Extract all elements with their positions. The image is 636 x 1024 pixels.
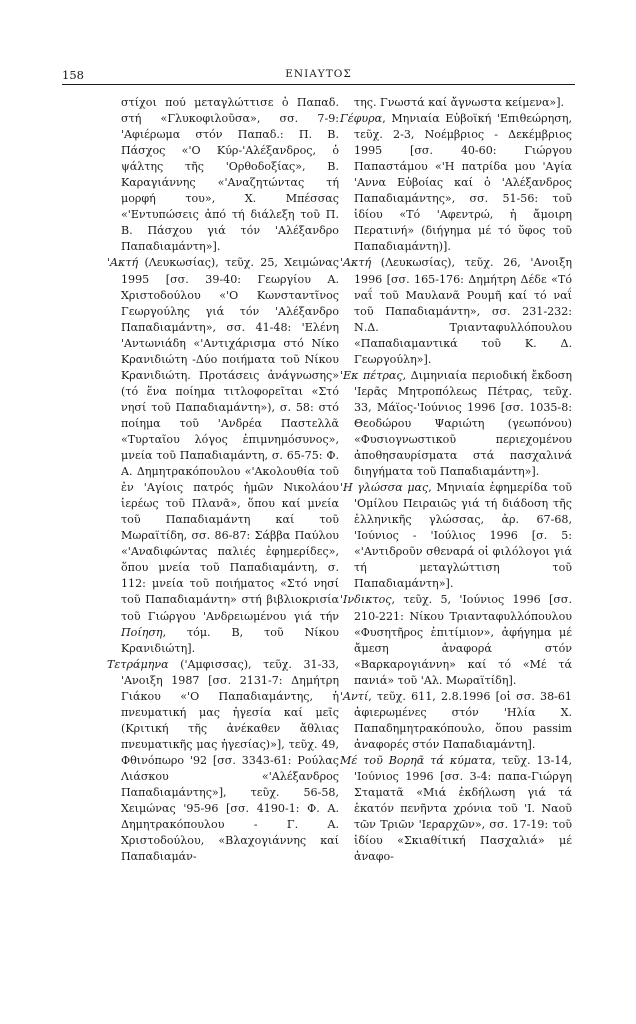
left-column bbox=[107, 95, 339, 865]
periodical-title: Μέ τοῦ Βορηᾶ τά κύματα bbox=[340, 753, 493, 767]
bibliography-entry: 'Αντί, τεῦχ. 611, 2.8.1996 [οἱ σσ. 38-61 ἀφιερωμένες στόν 'Ηλία Χ. Παπαδημητρακόπουλο, ὅπου passim ἀναφορές στόν Παπαδιαμάντη]. bbox=[340, 689, 572, 751]
periodical-title: Τετράμηνα bbox=[107, 657, 169, 671]
periodical-title: 'Ακτή bbox=[107, 256, 139, 270]
right-column bbox=[340, 95, 572, 865]
bibliography-entry: Τετράμηνα ('Αμφισσας), τεῦχ. 31-33, 'Ανοιξη 1987 [σσ. 2131-7: Δημήτρη Γιάκου «'Ο Παπαδιαμάντης, ἡ πνευματική μας ἡγεσία καί μεῖς (Κριτική τῆς ἀνέκαθεν ἄθλιας πνευματικῆς μας ἡγεσίας)»], τεῦχ. 49, Φθινόπωρο '92 [σσ. 3343-61: Ρούλας Λιάσκου «'Αλέξανδρος Παπαδιαμάντης»], τεῦχ. 56-58, Χειμώνας '95-96 [σσ. 4190-1: Φ. Α. Δημητρακόπουλου - Γ. Α. Χριστοδούλου, «Βλαχογιάννης καί Παπαδιαμάν- bbox=[107, 657, 339, 864]
bibliography-entry: 'Ινδικτος, τεῦχ. 5, 'Ιούνιος 1996 [σσ. 210-221: Νίκου Τριανταφυλλόπουλου «Φυσητῆρος ἐπιτίμιον», ἀφήγημα μέ ἄμεση ἀναφορά στόν «Βαρκαρογιάννη» καί τό «Μέ τά πανιά» τοῦ 'Αλ. Μωραϊτίδη]. bbox=[340, 593, 572, 687]
bibliography-entry: Γέφυρα, Μηνιαία Εὐβοϊκή 'Επιθεώρηση, τεῦχ. 2-3, Νοέμβριος - Δεκέμβριος 1995 [σσ. 40-60: Γιώργου Παπαστάμου «'Η πατρίδα μου 'Αγία 'Αννα Εὐβοίας καί ὁ 'Αλέξανδρος Παπαδιαμάντης», σσ. 51-56: τοῦ ἰδίου «Τό 'Αφεντρώ, ἡ ἄμοιρη Περατινή» (διήγημα μέ τό ὕφος τοῦ Παπαδιαμάντη)]. bbox=[340, 112, 572, 254]
bibliography-entry: 'Η γλώσσα μας, Μηνιαία ἐφημερίδα τοῦ 'Ομίλου Πειραιῶς γιά τή διάδοση τῆς ἑλληνικῆς γλώσσας, ἀρ. 67-68, 'Ιούνιος - 'Ιούλιος 1996 [σ. 5: «'Αντιδροῦν σθεναρά οἱ φιλόλογοι γιά τή μεταγλώττιση τοῦ Παπαδιαμάντη»]. bbox=[340, 481, 572, 591]
periodical-title: 'Η γλώσσα μας bbox=[340, 481, 429, 495]
periodical-title: 'Ινδικτος bbox=[340, 593, 392, 607]
page-header bbox=[62, 68, 575, 85]
bibliography-entry: 'Ακτή (Λευκωσίας), τεῦχ. 26, 'Ανοιξη 1996 [σσ. 165-176: Δημήτρη Δέδε «Τό ναΐ τοῦ Μαυλανᾶ Ρουμῆ καί τό ναΐ τοῦ Παπαδιαμάντη», σσ. 231-232: Ν.Δ. Τριανταφυλλόπουλου «Παπαδιαμαντικά τοῦ Κ. Δ. Γεωργούλη»]. bbox=[340, 256, 572, 366]
periodical-title: 'Αντί bbox=[340, 689, 369, 703]
book-title: Ποίηση bbox=[121, 625, 163, 639]
bibliography-entry: της. Γνωστά καί ἄγνωστα κείμενα»]. bbox=[354, 96, 565, 109]
bibliography-entry: στίχοι πού μεταγλώττισε ὁ Παπαδ. στή «Γλυκοφιλοῦσα», σσ. 7-9: 'Αφιέρωμα στόν Παπαδ.: Π. Β. Πάσχος «'Ο Κύρ-'Αλέξανδρος, ὁ ψάλτης τῆς 'Ορθοδοξίας», Β. Καραγιάννης «'Αναζητώντας τή μορφή του», Χ. Μπέσσας «'Εντυπώσεις ἀπό τή διάλεξη τοῦ Π. Β. Πάσχου γιά τόν 'Αλέξανδρο Παπαδιαμάντη»]. bbox=[121, 96, 339, 254]
periodical-title: Γέφυρα bbox=[340, 112, 383, 126]
periodical-title: 'Εκ πέτρας bbox=[340, 368, 403, 382]
bibliography-entry: Μέ τοῦ Βορηᾶ τά κύματα, τεῦχ. 13-14, 'Ιούνιος 1996 [σσ. 3-4: παπα-Γιώργη Σταματᾶ «Μιά ἐκδήλωση γιά τά ἑκατόν πενῆντα χρόνια τοῦ 'Ι. Ναοῦ τῶν Τριῶν 'Ιεραρχῶν», σσ. 17-19: τοῦ ἰδίου «Σκιαθίτική Πασχαλιά» μέ ἀναφο- bbox=[340, 753, 572, 864]
bibliography-entry: 'Εκ πέτρας, Διμηνιαία περιοδική ἔκδοση 'Ιερᾶς Μητροπόλεως Πέτρας, τεῦχ. 33, Μάϊος-'Ιούνιος 1996 [σσ. 1035-8: Θεοδώρου Ψαριώτη (γεωπόνου) «Φυσιογνωστικοῦ περιεχομένου ἀποθησαυρίσματα στά πασχαλινά διηγήματα τοῦ Παπαδιαμάντη»]. bbox=[340, 368, 572, 479]
running-head: ΕΝΙΑΥΤΟΣ bbox=[285, 68, 352, 80]
periodical-title: 'Ακτή bbox=[340, 256, 372, 270]
bibliography-entry: 'Ακτή (Λευκωσίας), τεῦχ. 25, Χειμώνας 1995 [σσ. 39-40: Γεωργίου Α. Χριστοδούλου «'Ο Κωνσταντῖνος Γεωργούλης γιά τόν 'Αλέξανδρο Παπαδιαμάντη», σσ. 41-48: 'Ελένη 'Αντωνιάδη «'Αντιχάρισμα στό Νίκο Κρανιδιώτη -Δύο ποιήματα τοῦ Νίκου Κρανιδιώτη. Προτάσεις ἀνάγνωσης» (τό ἕνα ποίημα τιτλοφορεῖται «Στό νησί τοῦ Παπαδιαμάντη»), σ. 58: στό ποίημα τοῦ 'Ανδρέα Παστελλᾶ «Τυρταῖου λόγος ἐπιμνημόσυνος», μνεία τοῦ Παπαδιαμάντη, σ. 65-75: Φ. Α. Δημητρακόπουλου «'Ακολουθία τοῦ ἐν 'Αγίοις πατρός ἡμῶν Νικολάου ἱερέως τοῦ Πλανᾶ», ὅπου καί μνεία τοῦ Παπαδιαμάντη καί τοῦ Μωραϊτίδη, σσ. 86-87: Σάββα Παύλου «'Αναδιφώντας παλιές ἐφημερίδες», ὅπου μνεία τοῦ Παπαδιαμάντη, σ. 112: μνεία τοῦ ποιήματος «Στό νησί τοῦ Παπαδιαμάντη» στή βιβλιοκρισία τοῦ Γιώργου 'Ανδρειωμένου γιά τήν Ποίηση, τόμ. Β, τοῦ Νίκου Κρανιδιώτη]. bbox=[107, 256, 339, 655]
page-number: 158 bbox=[62, 68, 84, 82]
